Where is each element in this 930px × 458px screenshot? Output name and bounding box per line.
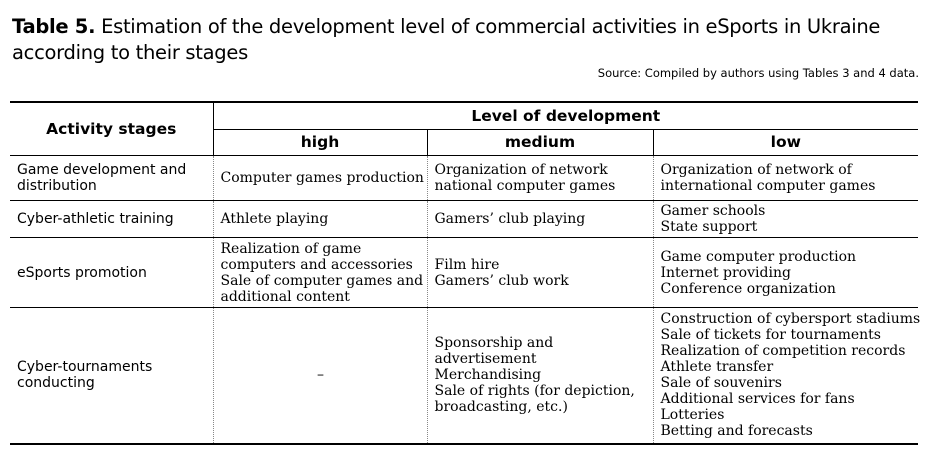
table-title: [12, 14, 922, 66]
cell-line: State support: [660, 219, 758, 235]
cell-line: Sale of rights (for depiction,: [434, 383, 635, 400]
activity-stage-cell: Game development and distribution: [10, 156, 213, 201]
cell-line: computers and accessories: [220, 256, 413, 273]
cell-line: Sale of souvenirs: [660, 375, 782, 392]
cell-high: [213, 308, 427, 444]
table-caption: Estimation of the development level of commercial activities in eSports in Ukraine according to their stages: [12, 15, 881, 64]
cell-line: broadcasting, etc.): [434, 399, 568, 416]
cell-line: Construction of cybersport stadiums: [660, 311, 921, 328]
cell-line: Betting and forecasts: [660, 423, 813, 440]
cell-line: Internet providing: [660, 264, 791, 281]
activity-stage-cell: eSports promotion: [10, 238, 213, 308]
header-activity-stages: Activity stages: [46, 119, 177, 138]
cell-line: Athlete playing: [220, 211, 329, 227]
table-row: [10, 308, 918, 444]
activity-stage-cell: Cyber-tournaments conducting: [10, 308, 213, 444]
cell-line: national computer games: [434, 178, 616, 194]
cell-low: [653, 201, 918, 238]
table-row: [10, 201, 918, 238]
header-high: high: [213, 130, 427, 156]
table-row: [10, 238, 918, 308]
cell-line: Realization of competition records: [660, 343, 906, 360]
cell-line: international computer games: [660, 178, 876, 194]
cell-high: [213, 238, 427, 308]
cell-high: [213, 156, 427, 201]
cell-low: [653, 308, 921, 444]
table-row: [10, 156, 918, 201]
cell-line: Game computer production: [660, 248, 857, 265]
cell-line: Organization of network: [434, 162, 608, 178]
cell-line: Gamer schools: [660, 203, 766, 219]
table-number: Table 5.: [12, 15, 96, 38]
cell-medium: [427, 156, 653, 201]
cell-line: Lotteries: [660, 407, 725, 424]
header-level-of-development: Level of development: [213, 102, 918, 130]
cell-line: advertisement: [434, 351, 537, 368]
source-note: Source: Compiled by authors using Tables 3 and 4 data.: [597, 66, 919, 80]
cell-line: Sponsorship and: [434, 335, 554, 352]
cell-line: Merchandising: [434, 367, 542, 384]
cell-line: additional content: [220, 288, 350, 305]
cell-line: Sale of tickets for tournaments: [660, 327, 881, 344]
cell-medium: [427, 308, 653, 444]
cell-line: Gamers’ club work: [434, 272, 569, 289]
cell-low: [653, 156, 918, 201]
cell-low: [653, 238, 918, 308]
cell-line: Realization of game: [220, 240, 362, 257]
cell-line: Film hire: [434, 256, 500, 273]
cell-line: Sale of computer games and: [220, 272, 424, 289]
header-medium: medium: [427, 130, 653, 156]
cell-line: Computer games production: [220, 170, 424, 186]
table-body: [10, 156, 921, 444]
development-level-table: [10, 101, 921, 445]
cell-medium: [427, 238, 653, 308]
activity-stage-cell: Cyber-athletic training: [10, 201, 213, 238]
cell-line: –: [317, 367, 324, 384]
cell-line: Organization of network of: [660, 162, 852, 178]
cell-line: Athlete transfer: [660, 359, 774, 376]
cell-line: Gamers’ club playing: [434, 211, 586, 227]
cell-high: [213, 201, 427, 238]
cell-line: Conference organization: [660, 280, 836, 297]
cell-medium: [427, 201, 653, 238]
header-low: low: [653, 130, 918, 156]
cell-line: Additional services for fans: [660, 391, 855, 408]
